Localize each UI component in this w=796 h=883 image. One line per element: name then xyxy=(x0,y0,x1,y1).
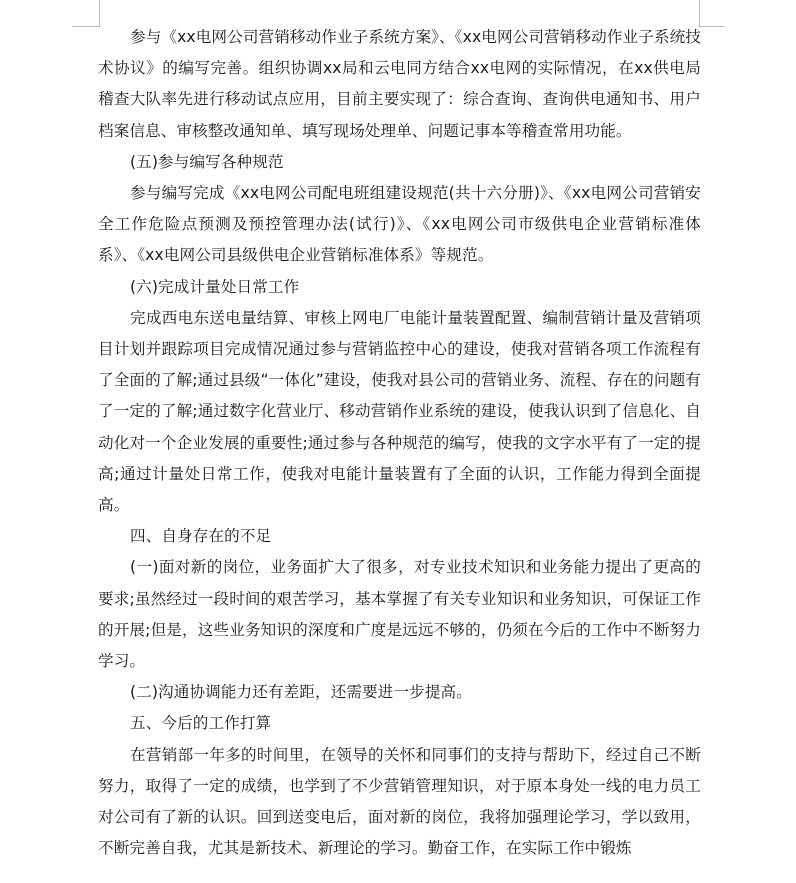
crop-mark-top-left-horizontal xyxy=(72,26,99,27)
paragraph-future-plans: 在营销部一年多的时间里，在领导的关怀和同事们的支持与帮助下，经过自己不断努力，取得了一定的成绩，也学到了不少营销管理知识，对于原本身处一线的电力员工对公司有了新的认识。回到送变电后，面对新的岗位，我将加强理论学习，学以致用，不断完善自我，尤其是新技术、新理论的学习。勤奋工作，在实际工作中锻炼 xyxy=(98,745,701,858)
crop-mark-top-right-horizontal xyxy=(700,26,724,27)
heading-standards: (五)参与编写各种规范 xyxy=(130,152,284,171)
heading-shortcomings: 四、自身存在的不足 xyxy=(130,527,272,546)
document-body xyxy=(98,22,701,864)
paragraph-shortcoming-two: (二)沟通协调能力还有差距，还需要进一步提高。 xyxy=(130,683,472,702)
paragraph-standards: 参与编写完成《xx电网公司配电班组建设规范(共十六分册)》、《xx电网公司营销安全工作危险点预测及预控管理办法(试行)》、《xx电网公司市级供电企业营销标准体系》、《xx电网公司县级供电企业营销标准体系》等规范。 xyxy=(98,184,701,265)
paragraph-shortcoming-one: (一)面对新的岗位，业务面扩大了很多，对专业技术知识和业务能力提出了更高的要求;虽然经过一段时间的艰苦学习，基本掌握了有关专业知识和业务知识，可保证工作的开展;但是，这些业务知识的深度和广度是远远不够的，仍须在今后的工作中不断努力学习。 xyxy=(98,558,701,671)
paragraph-metering-work: 完成西电东送电量结算、审核上网电厂电能计量装置配置、编制营销计量及营销项目计划并跟踪项目完成情况通过参与营销监控中心的建设，使我对营销各项工作流程有了全面的了解;通过县级“一体化”建设，使我对县公司的营销业务、流程、存在的问题有了一定的了解;通过数字化营业厅、移动营销作业系统的建设，使我认识到了信息化、自动化对一个企业发展的重要性;通过参与各种规范的编写，使我的文字水平有了一定的提高;通过计量处日常工作，使我对电能计量装置有了全面的认识，工作能力得到全面提高。 xyxy=(98,308,701,515)
paragraph-mobile-system: 参与《xx电网公司营销移动作业子系统方案》、《xx电网公司营销移动作业子系统技术协议》的编写完善。组织协调xx局和云电同方结合xx电网的实际情况，在xx供电局稽查大队率先进行移动试点应用，目前主要实现了：综合查询、查询供电通知书、用户档案信息、审核整改通知单、填写现场处理单、问题记事本等稽查常用功能。 xyxy=(98,28,701,140)
heading-future-plans: 五、今后的工作打算 xyxy=(130,714,272,733)
heading-metering-work: (六)完成计量处日常工作 xyxy=(130,277,300,296)
